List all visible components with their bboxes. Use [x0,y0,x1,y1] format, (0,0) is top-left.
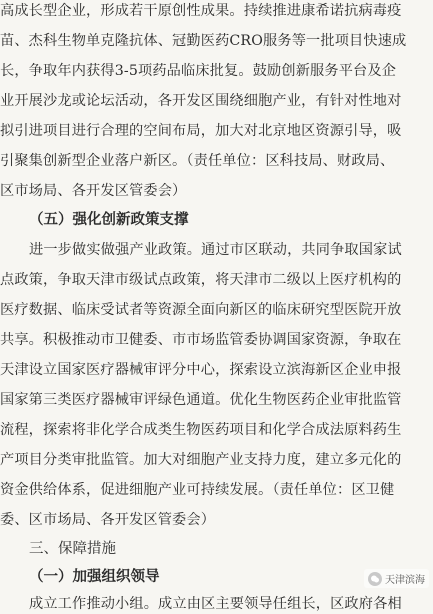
section-heading: 三、保障措施 [29,541,116,557]
paragraph-line: 苗、杰科生物单克隆抗体、冠勤医药CRO服务等一批项目快速成 [0,33,407,49]
paragraph-line: 长，争取年内获得3-5项药品临床批复。鼓励创新服务平台及企 [0,63,397,79]
paragraph-line: 引聚集创新型企业落户新区。（责任单位：区科技局、财政局、 [0,153,395,169]
paragraph-line: 区市场局、各开发区管委会） [0,183,187,199]
watermark-text: 天津滨海 [385,575,425,586]
watermark [364,569,429,588]
paragraph-line: 国家第三类医疗器械审评绿色通道。优化生物医药企业审批监管 [0,392,402,408]
paragraph-line: 天津设立国家医疗器械审评分中心，探索设立滨海新区企业申报 [0,362,402,378]
wechat-logo-icon [368,572,382,586]
paragraph-line: 拟引进项目进行合理的空间布局，加大对北京地区资源引导，吸 [0,123,402,139]
paragraph-line: 资金供给体系，促进细胞产业可持续发展。（责任单位：区卫健 [0,482,395,498]
paragraph-line: 进一步做实做强产业政策。通过市区联动，共同争取国家试 [29,242,402,258]
paragraph-line: 委、区市场局、各开发区管委会） [0,512,216,528]
subsection-heading: （一）加强组织领导 [29,568,160,585]
paragraph-line: 产项目分类审批监管。加大对细胞产业支持力度，建立多元化的 [0,452,402,468]
paragraph-line: 共享。积极推动市卫健委、市市场监管委协调国家资源，争取在 [0,332,402,348]
paragraph-line: 成立工作推动小组。成立由区主要领导任组长，区政府各相 [29,596,402,612]
paragraph-line: 高成长型企业，形成若干原创性成果。持续推进康希诺抗病毒疫 [0,3,402,19]
paragraph-line: 医疗数据、临床受试者等资源全面向新区的临床研究型医院开放 [0,302,402,318]
paragraph-line: 流程，探索将非化学合成类生物医药项目和化学合成法原料药生 [0,422,402,438]
paragraph-line: 点政策，争取天津市级试点政策，将天津市二级以上医疗机构的 [0,272,402,288]
paragraph-line: 业开展沙龙或论坛活动，各开发区围绕细胞产业，有针对性地对 [0,93,402,109]
section-heading: （五）强化创新政策支撑 [29,211,189,228]
